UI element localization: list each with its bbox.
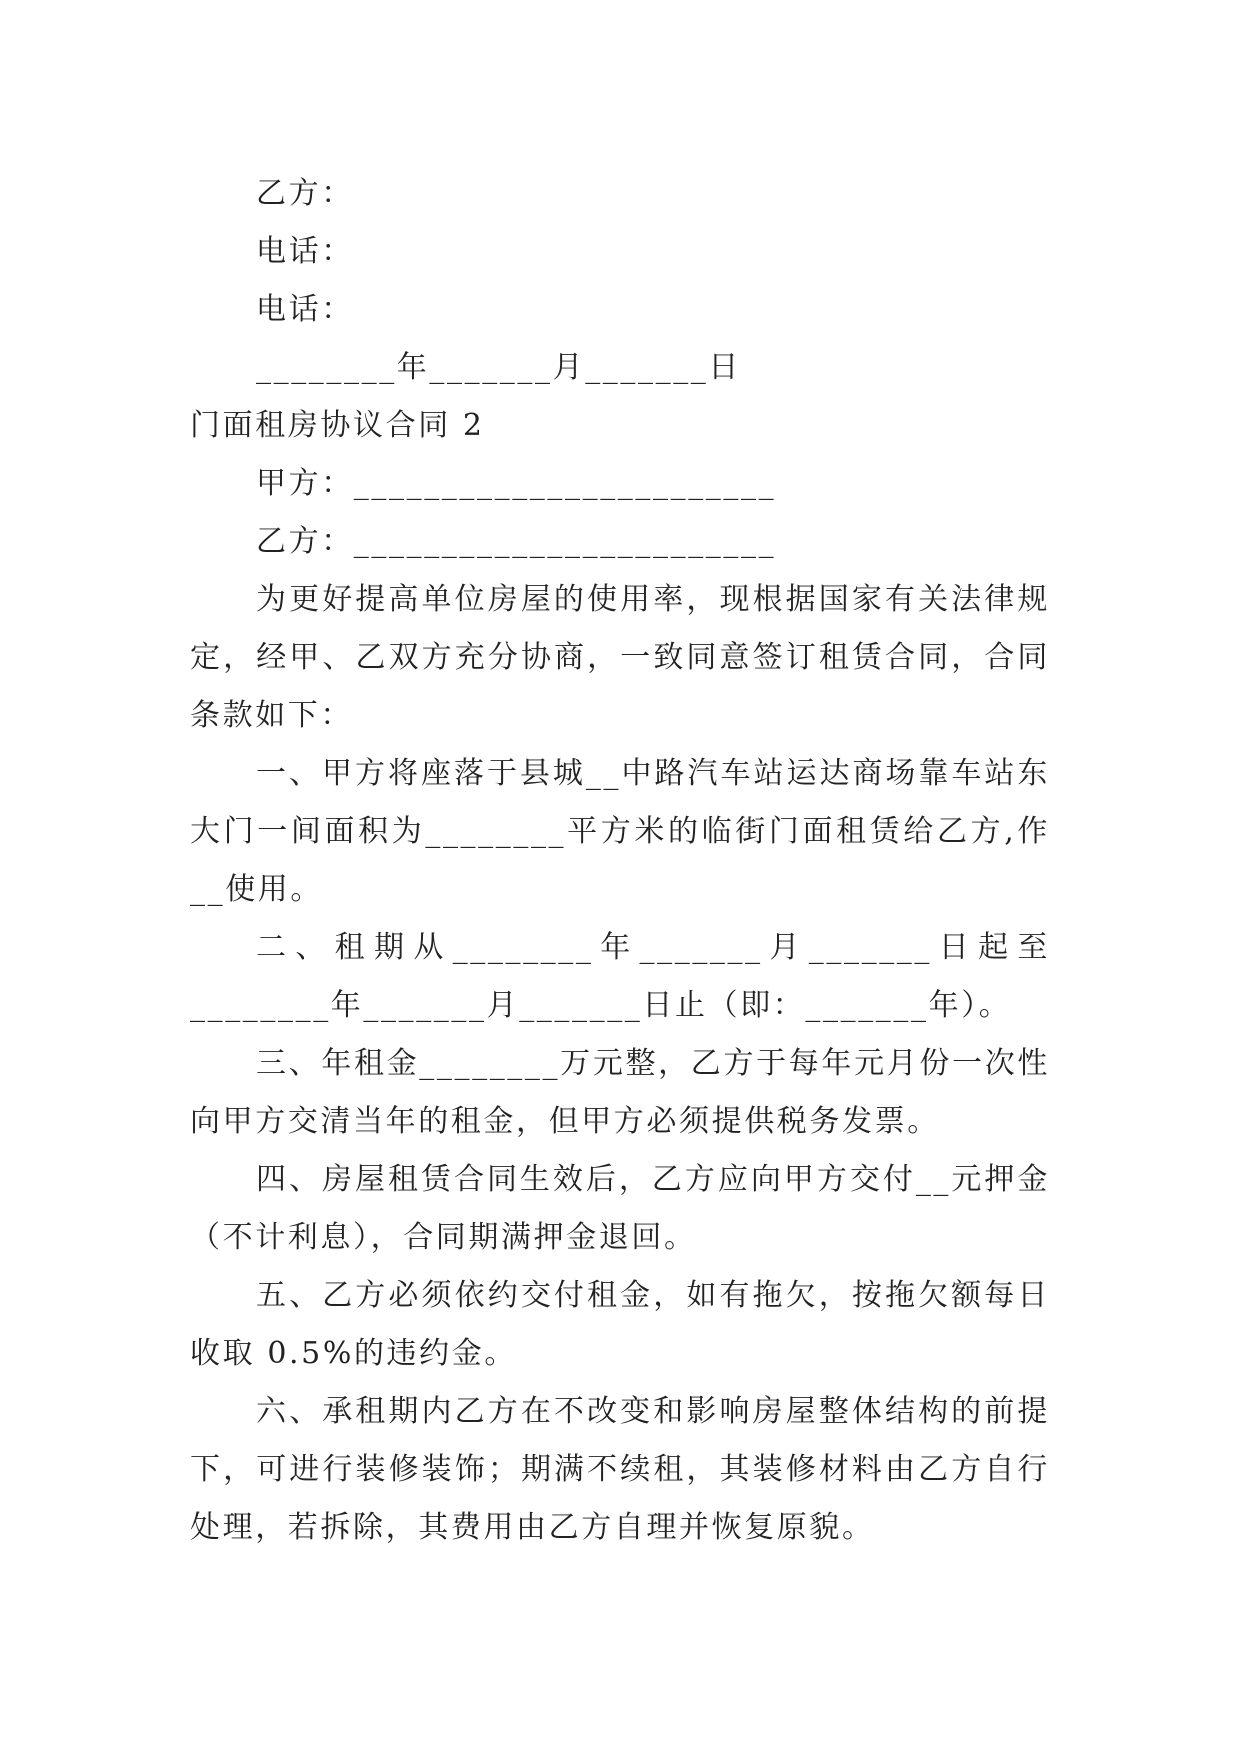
clause-3-paragraph: 三、年租金________万元整，乙方于每年元月份一次性向甲方交清当年的租金，但甲方必须提供税务发票。 xyxy=(190,1046,1050,1139)
clause-4-paragraph: 四、房屋租赁合同生效后，乙方应向甲方交付__元押金（不计利息），合同期满押金退回。 xyxy=(190,1162,1050,1255)
clause-2-paragraph: 二、租期从________年_______月_______日起至________年_______月_______日止（即：_______年）。 xyxy=(190,930,1050,1023)
clause-1-paragraph: 一、甲方将座落于县城__中路汽车站运达商场靠车站东大门一间面积为________平方米的临街门面租赁给乙方,作__使用。 xyxy=(190,756,1050,907)
date-line: ________年_______月_______日 xyxy=(256,350,741,385)
phone-line-1: 电话： xyxy=(256,234,354,269)
party-b-blank-line: 乙方：________________________ xyxy=(256,524,777,559)
party-a-blank-line: 甲方：________________________ xyxy=(256,466,777,501)
preamble-paragraph: 为更好提高单位房屋的使用率，现根据国家有关法律规定，经甲、乙双方充分协商，一致同意签订租赁合同，合同条款如下： xyxy=(190,582,1050,733)
clause-5-paragraph: 五、乙方必须依约交付租金，如有拖欠，按拖欠额每日收取 0.5%的违约金。 xyxy=(190,1278,1050,1371)
phone-line-2: 电话： xyxy=(256,292,354,327)
clause-6-paragraph: 六、承租期内乙方在不改变和影响房屋整体结构的前提下，可进行装修装饰；期满不续租，其装修材料由乙方自行处理，若拆除，其费用由乙方自理并恢复原貌。 xyxy=(190,1394,1050,1545)
document-body xyxy=(190,165,1050,1557)
party-b-line: 乙方： xyxy=(256,176,354,211)
contract-title: 门面租房协议合同 2 xyxy=(190,408,485,443)
